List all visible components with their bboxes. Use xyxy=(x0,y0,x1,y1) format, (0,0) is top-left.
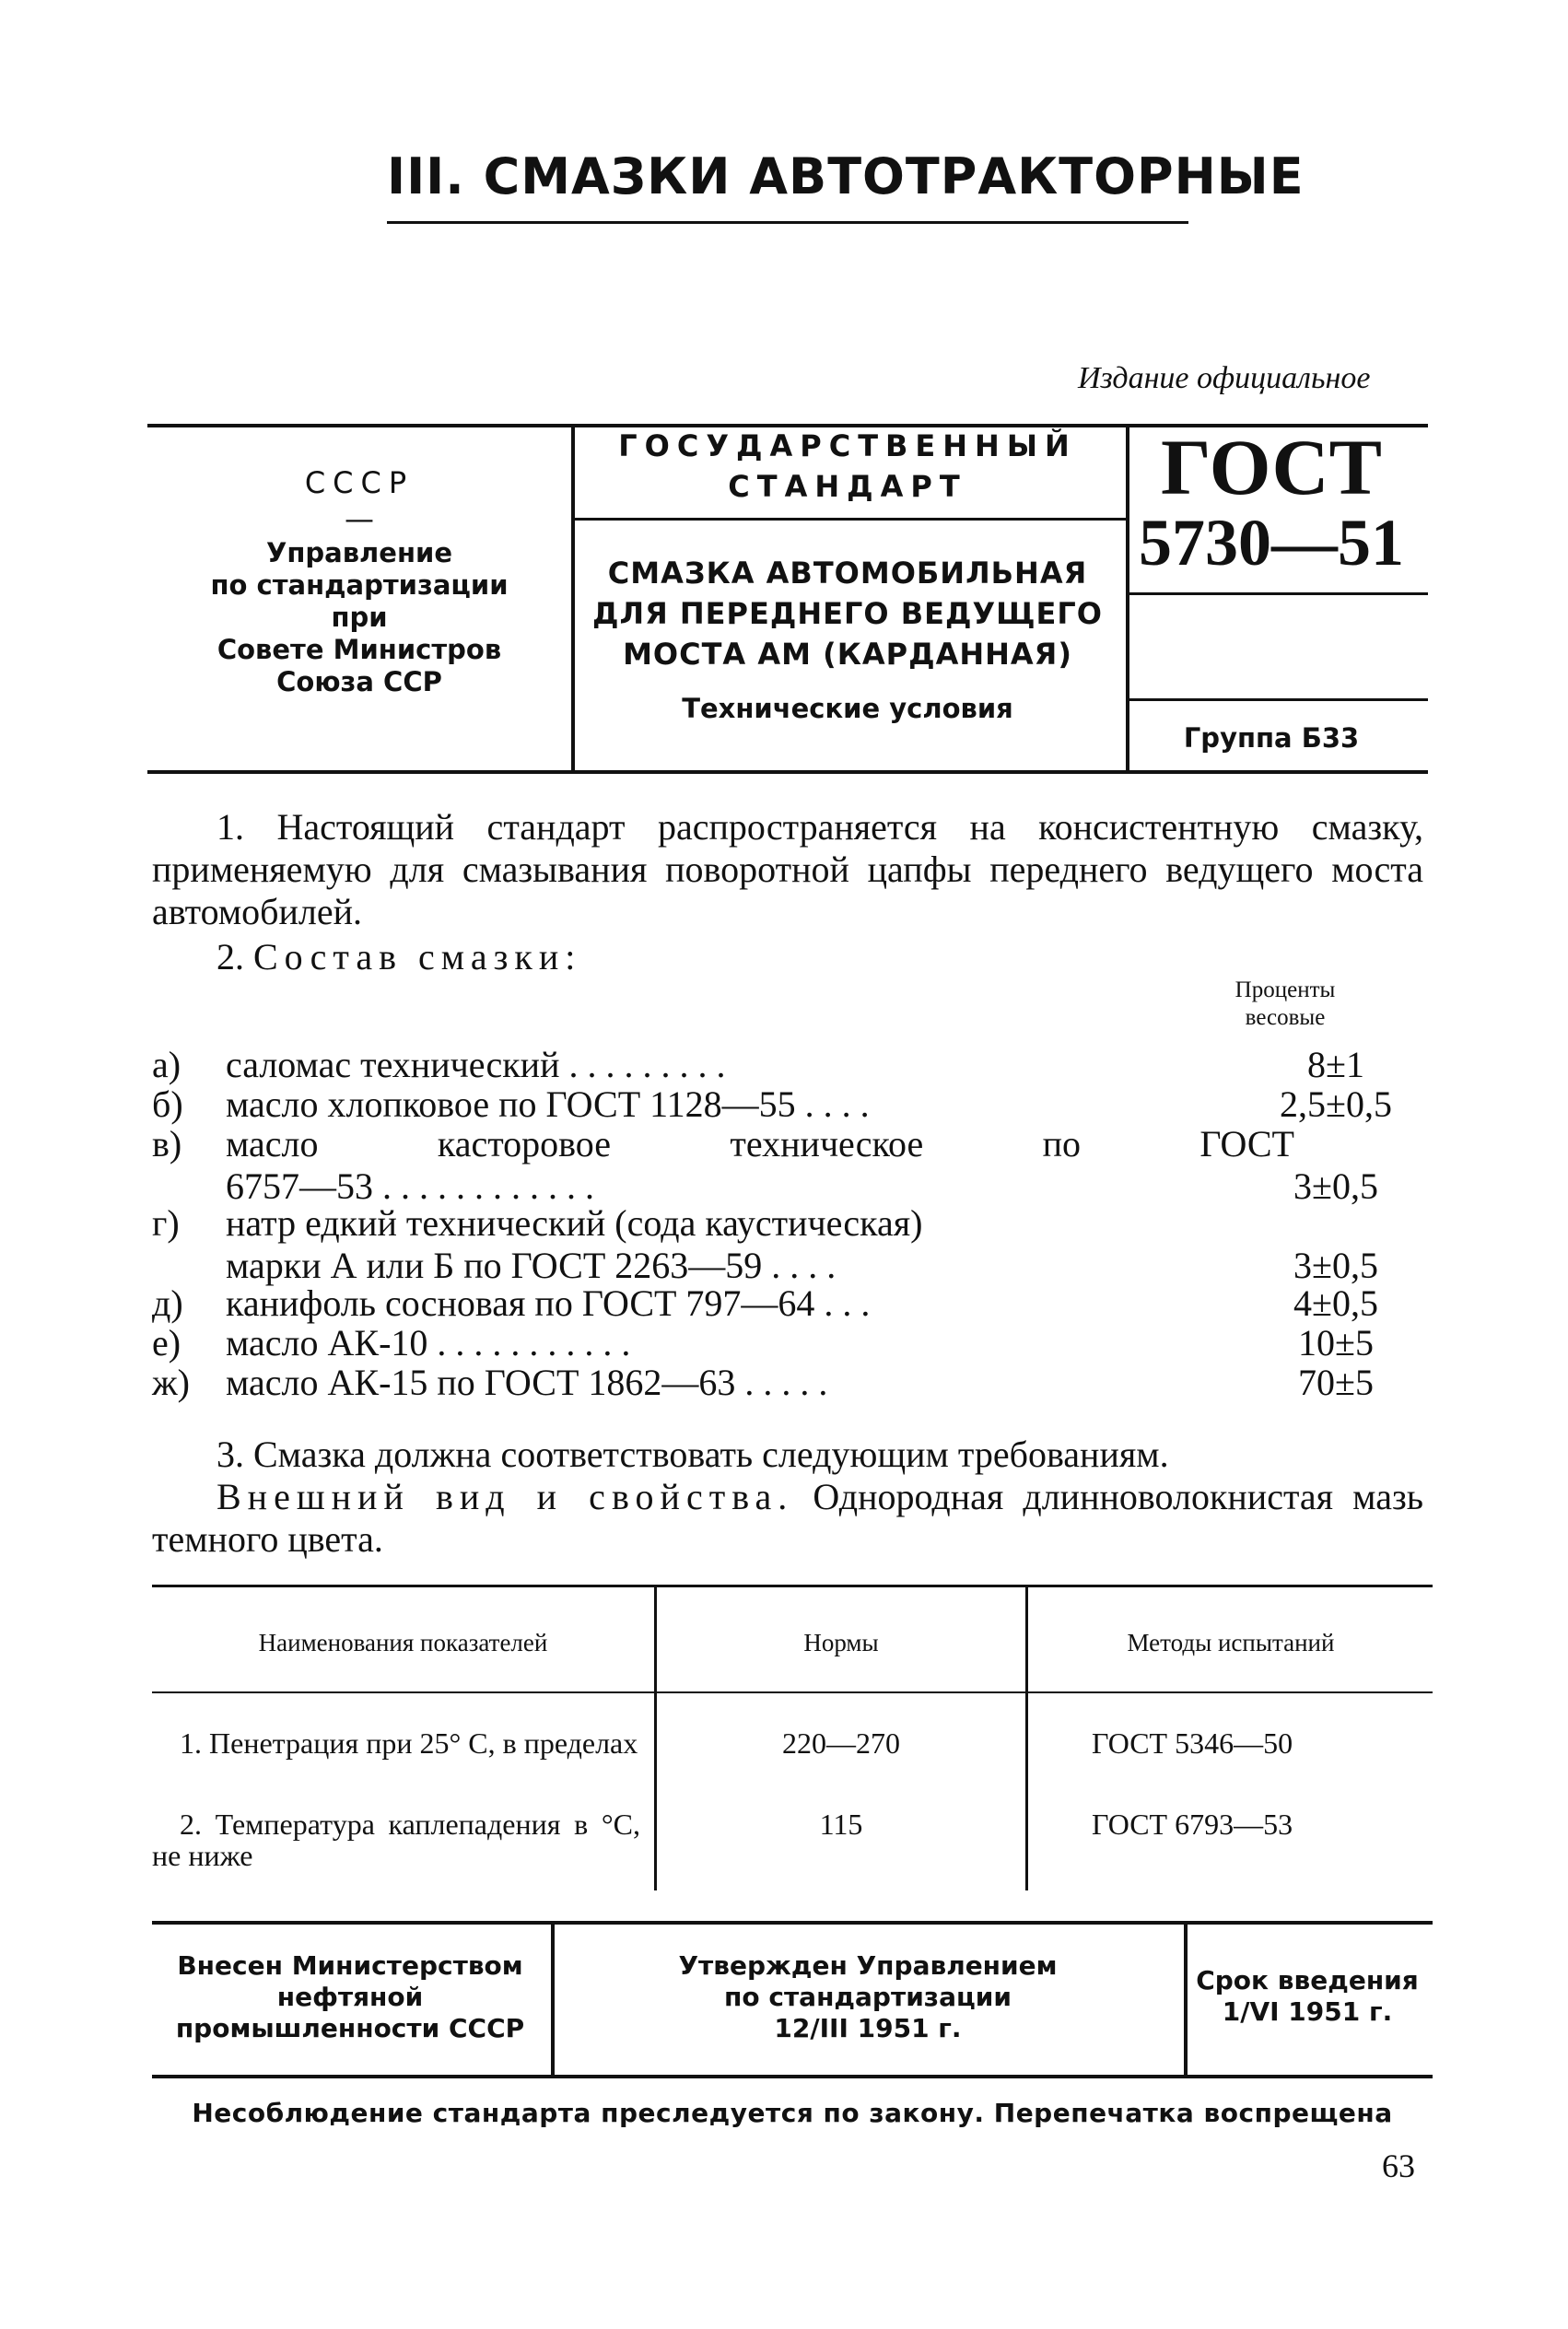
item-text: масло АК-15 по ГОСТ 1862—63 . . . . . xyxy=(226,1362,828,1403)
table-cell-name: 1. Пенетрация при 25° С, в пределах xyxy=(180,1726,638,1760)
item-marker: г) xyxy=(152,1202,180,1244)
item-marker: д) xyxy=(152,1282,183,1324)
item-text: масло АК-10 . . . . . . . . . . . xyxy=(226,1322,631,1363)
introduced-line: нефтяной xyxy=(276,1982,424,2012)
standard-title xyxy=(580,553,1115,674)
table-header-norm: Нормы xyxy=(803,1629,879,1656)
item-value: 10±5 xyxy=(1298,1322,1374,1363)
effective-line: Срок введения xyxy=(1196,1965,1419,1995)
approved-by xyxy=(555,1950,1181,2044)
table-header-rule xyxy=(152,1691,1433,1693)
item-value: 2,5±0,5 xyxy=(1280,1083,1392,1125)
org-line: по стандартизации xyxy=(210,569,509,601)
item-marker: а) xyxy=(152,1044,181,1085)
item-value: 3±0,5 xyxy=(1293,1165,1378,1207)
footer-top-rule xyxy=(152,1921,1433,1925)
org-line: Совете Министров xyxy=(216,634,502,665)
percent-header-line: Проценты xyxy=(1235,977,1336,1002)
header-divider-left xyxy=(571,426,575,770)
paragraph-composition xyxy=(216,935,581,978)
standard-title-line: СМАЗКА АВТОМОБИЛЬНАЯ xyxy=(607,556,1088,591)
table-header-method: Методы испытаний xyxy=(1127,1629,1335,1656)
composition-heading: Состав смазки: xyxy=(253,936,582,977)
table-cell-norm: 115 xyxy=(819,1808,863,1841)
list-item xyxy=(152,1044,1423,1086)
section-title: III. СМАЗКИ АВТОТРАКТОРНЫЕ xyxy=(387,147,1305,205)
header-divider-right xyxy=(1126,426,1129,770)
item-text-continued: 6757—53 . . . . . . . . . . . . xyxy=(226,1165,594,1207)
org-line: Управление xyxy=(265,537,452,568)
table-cell-norm: 220—270 xyxy=(782,1726,900,1760)
group-code: Группа Б33 xyxy=(1183,722,1360,754)
table-top-rule xyxy=(152,1585,1433,1587)
item-text: канифоль сосновая по ГОСТ 797—64 . . . xyxy=(226,1282,871,1324)
appearance-text: Однородная длинноволокнистая мазь темного цвета. xyxy=(152,1476,1423,1560)
effective-date xyxy=(1188,1965,1427,2028)
paragraph-number: 2. xyxy=(216,936,244,977)
list-item xyxy=(152,1282,1423,1325)
item-marker: ж) xyxy=(152,1362,190,1403)
item-value: 70±5 xyxy=(1298,1362,1374,1403)
org-line: Союза ССР xyxy=(276,666,442,697)
appearance-heading: Внешний вид и свойства. xyxy=(216,1476,794,1517)
header-dash: — xyxy=(345,501,374,536)
standard-subtitle: Технические условия xyxy=(682,693,1013,724)
percent-header-line: весовые xyxy=(1245,1005,1326,1030)
introduced-line: промышленности СССР xyxy=(175,2013,525,2043)
standard-title-line: МОСТА АМ (КАРДАННАЯ) xyxy=(623,637,1072,672)
header-issuer xyxy=(147,465,571,698)
paragraph-appearance xyxy=(152,1476,1423,1561)
item-marker: б) xyxy=(152,1083,183,1125)
header-bottom-rule xyxy=(147,770,1428,774)
header-mid-rule xyxy=(575,518,1126,521)
gost-label: ГОСТ xyxy=(1161,423,1382,511)
page-number: 63 xyxy=(1382,2148,1415,2184)
standard-type-line: ГОСУДАРСТВЕННЫЙ xyxy=(618,428,1077,463)
table-cell-method: ГОСТ 6793—53 xyxy=(1092,1808,1293,1841)
item-text-continued: марки А или Б по ГОСТ 2263—59 . . . . xyxy=(226,1245,837,1286)
item-text: масло хлопковое по ГОСТ 1128—55 . . . . xyxy=(226,1083,870,1125)
country-name: СССР xyxy=(304,465,415,500)
standard-title-line: ДЛЯ ПЕРЕДНЕГО ВЕДУЩЕГО xyxy=(592,596,1103,631)
paragraph-scope: 1. Настоящий стандарт распространяется на консистентную смазку, применяемую для смазывания поворотной цапфы переднего ведущего моста автомобилей. xyxy=(152,806,1423,932)
table-header-name: Наименования показателей xyxy=(258,1629,548,1656)
effective-line: 1/VI 1951 г. xyxy=(1222,1996,1393,2027)
header-right-rule-1 xyxy=(1129,592,1428,595)
item-value: 8±1 xyxy=(1307,1044,1364,1085)
table-cell-name: 2. Температура каплепадения в °С, не ниже xyxy=(152,1808,640,1872)
item-value: 4±0,5 xyxy=(1293,1282,1378,1324)
approved-line: Утвержден Управлением xyxy=(678,1950,1058,1981)
item-text: саломас технический . . . . . . . . . xyxy=(226,1044,726,1085)
approved-line: по стандартизации xyxy=(724,1982,1012,2012)
paragraph-requirements: 3. Смазка должна соответствовать следующим требованиям. xyxy=(216,1434,1169,1475)
table-cell-method: ГОСТ 5346—50 xyxy=(1092,1726,1293,1760)
edition-label: Издание официальное xyxy=(1078,361,1371,395)
list-item xyxy=(152,1083,1423,1126)
item-text: натр едкий технический (сода каустическая) xyxy=(226,1202,923,1244)
footer-bottom-rule xyxy=(152,2075,1433,2078)
header-right-rule-2 xyxy=(1129,698,1428,701)
item-text: масло касторовое техническое по ГОСТ xyxy=(226,1123,1294,1164)
list-item xyxy=(152,1123,1423,1208)
standard-type-line: СТАНДАРТ xyxy=(728,469,967,504)
item-value: 3±0,5 xyxy=(1293,1245,1378,1286)
list-item xyxy=(152,1322,1423,1364)
org-line: при xyxy=(331,602,388,633)
gost-number: 5730—51 xyxy=(1139,506,1404,579)
introduced-by xyxy=(152,1950,548,2044)
item-marker: в) xyxy=(152,1123,182,1164)
list-item xyxy=(152,1362,1423,1404)
introduced-line: Внесен Министерством xyxy=(177,1950,523,1981)
item-marker: е) xyxy=(152,1322,181,1363)
percent-header xyxy=(1207,977,1363,1032)
approved-line: 12/III 1951 г. xyxy=(774,2013,962,2043)
legal-notice: Несоблюдение стандарта преследуется по закону. Перепечатка воспрещена xyxy=(192,2098,1393,2128)
title-underline xyxy=(387,221,1188,224)
list-item xyxy=(152,1202,1423,1287)
standard-type xyxy=(580,426,1115,507)
